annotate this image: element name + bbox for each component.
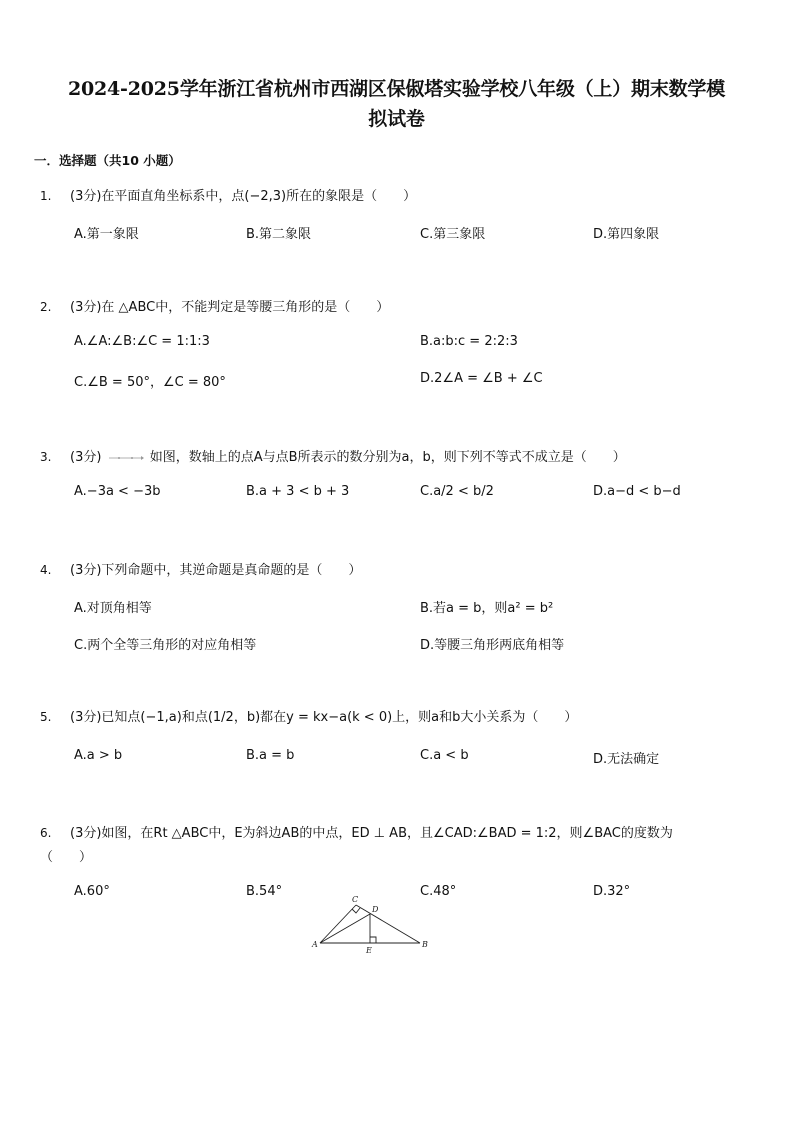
option-a[interactable]: A.a > b [74, 748, 123, 763]
option-c[interactable]: C.两个全等三角形的对应角相等 [74, 638, 257, 653]
question-2 [40, 296, 753, 393]
right-angle-e [370, 937, 376, 943]
stem-text: 如图，数轴上的点A与点B所表示的数分别为a，b，则下列不等式不成立是（ ） [149, 450, 626, 465]
option-d[interactable]: D.等腰三角形两底角相等 [420, 638, 565, 653]
option-c[interactable]: C.∠B = 50°，∠C = 80° [74, 375, 226, 390]
option-a[interactable]: A.第一象限 [74, 227, 139, 242]
exam-title [30, 74, 763, 134]
stem-score: (3分) [70, 450, 102, 465]
option-d[interactable]: D.第四象限 [593, 227, 660, 242]
question-3 [40, 446, 753, 506]
label-b: B [422, 940, 428, 949]
option-b[interactable]: B.第二象限 [246, 227, 312, 242]
question-stem-cont: （ ） [40, 850, 93, 865]
option-c[interactable]: C.48° [420, 884, 457, 899]
question-stem: (3分)如图，在Rt △ABC中，E为斜边AB的中点，ED ⊥ AB，且∠CAD:∠BAD = 1:2，则∠BAC的度数为 [70, 826, 673, 841]
segment-ac [320, 905, 356, 943]
question-1 [40, 185, 753, 245]
question-number: 5. [40, 710, 52, 724]
question-number: 6. [40, 826, 52, 840]
option-a[interactable]: A.∠A:∠B:∠C = 1:1:3 [74, 334, 210, 349]
option-b[interactable]: B.a + 3 < b + 3 [246, 484, 350, 499]
option-d[interactable]: D.无法确定 [593, 752, 660, 767]
option-c[interactable]: C.a < b [420, 748, 469, 763]
question-number: 1. [40, 189, 52, 203]
question-stem: (3分)已知点(−1,a)和点(1/2，b)都在y = kx−a(k < 0)上，则a和b大小关系为（ ） [70, 710, 578, 725]
question-stem: (3分)下列命题中，其逆命题是真命题的是（ ） [70, 563, 362, 578]
number-line-icon [108, 454, 144, 462]
question-stem: (3分)在平面直角坐标系中，点(−2,3)所在的象限是（ ） [70, 189, 417, 204]
option-b[interactable]: B.若a = b，则a² = b² [420, 601, 554, 616]
option-a[interactable]: A.60° [74, 884, 110, 899]
label-d: D [372, 905, 379, 914]
question-number: 3. [40, 450, 52, 464]
label-e: E [366, 946, 372, 955]
question-4 [40, 559, 753, 656]
segment-ad [320, 914, 370, 943]
question-5 [40, 706, 753, 770]
triangle-lines [320, 905, 420, 943]
question-number: 4. [40, 563, 52, 577]
segment-cb [356, 905, 420, 943]
option-d[interactable]: D.2∠A = ∠B + ∠C [420, 371, 543, 386]
label-c: C [352, 895, 359, 904]
title-line-1: 2024-2025学年浙江省杭州市西湖区保俶塔实验学校八年级（上）期末数学模 [67, 78, 726, 100]
question-stem [70, 446, 753, 470]
option-c[interactable]: C.第三象限 [420, 227, 486, 242]
triangle-figure [308, 893, 438, 957]
question-stem: (3分)在 △ABC中，不能判定是等腰三角形的是（ ） [70, 300, 390, 315]
option-d[interactable]: D.32° [593, 884, 631, 899]
option-b[interactable]: B.a:b:c = 2:2:3 [420, 334, 518, 349]
option-d[interactable]: D.a−d < b−d [593, 484, 681, 499]
option-a[interactable]: A.对顶角相等 [74, 601, 152, 616]
option-c[interactable]: C.a/2 < b/2 [420, 484, 494, 499]
question-number: 2. [40, 300, 52, 314]
label-a: A [312, 940, 318, 949]
title-line-2: 拟试卷 [368, 108, 425, 130]
section-heading: 一．选择题（共10 小题） [34, 153, 181, 168]
right-angle-c [352, 908, 360, 913]
option-b[interactable]: B.54° [246, 884, 283, 899]
option-b[interactable]: B.a = b [246, 748, 295, 763]
option-a[interactable]: A.−3a < −3b [74, 484, 161, 499]
